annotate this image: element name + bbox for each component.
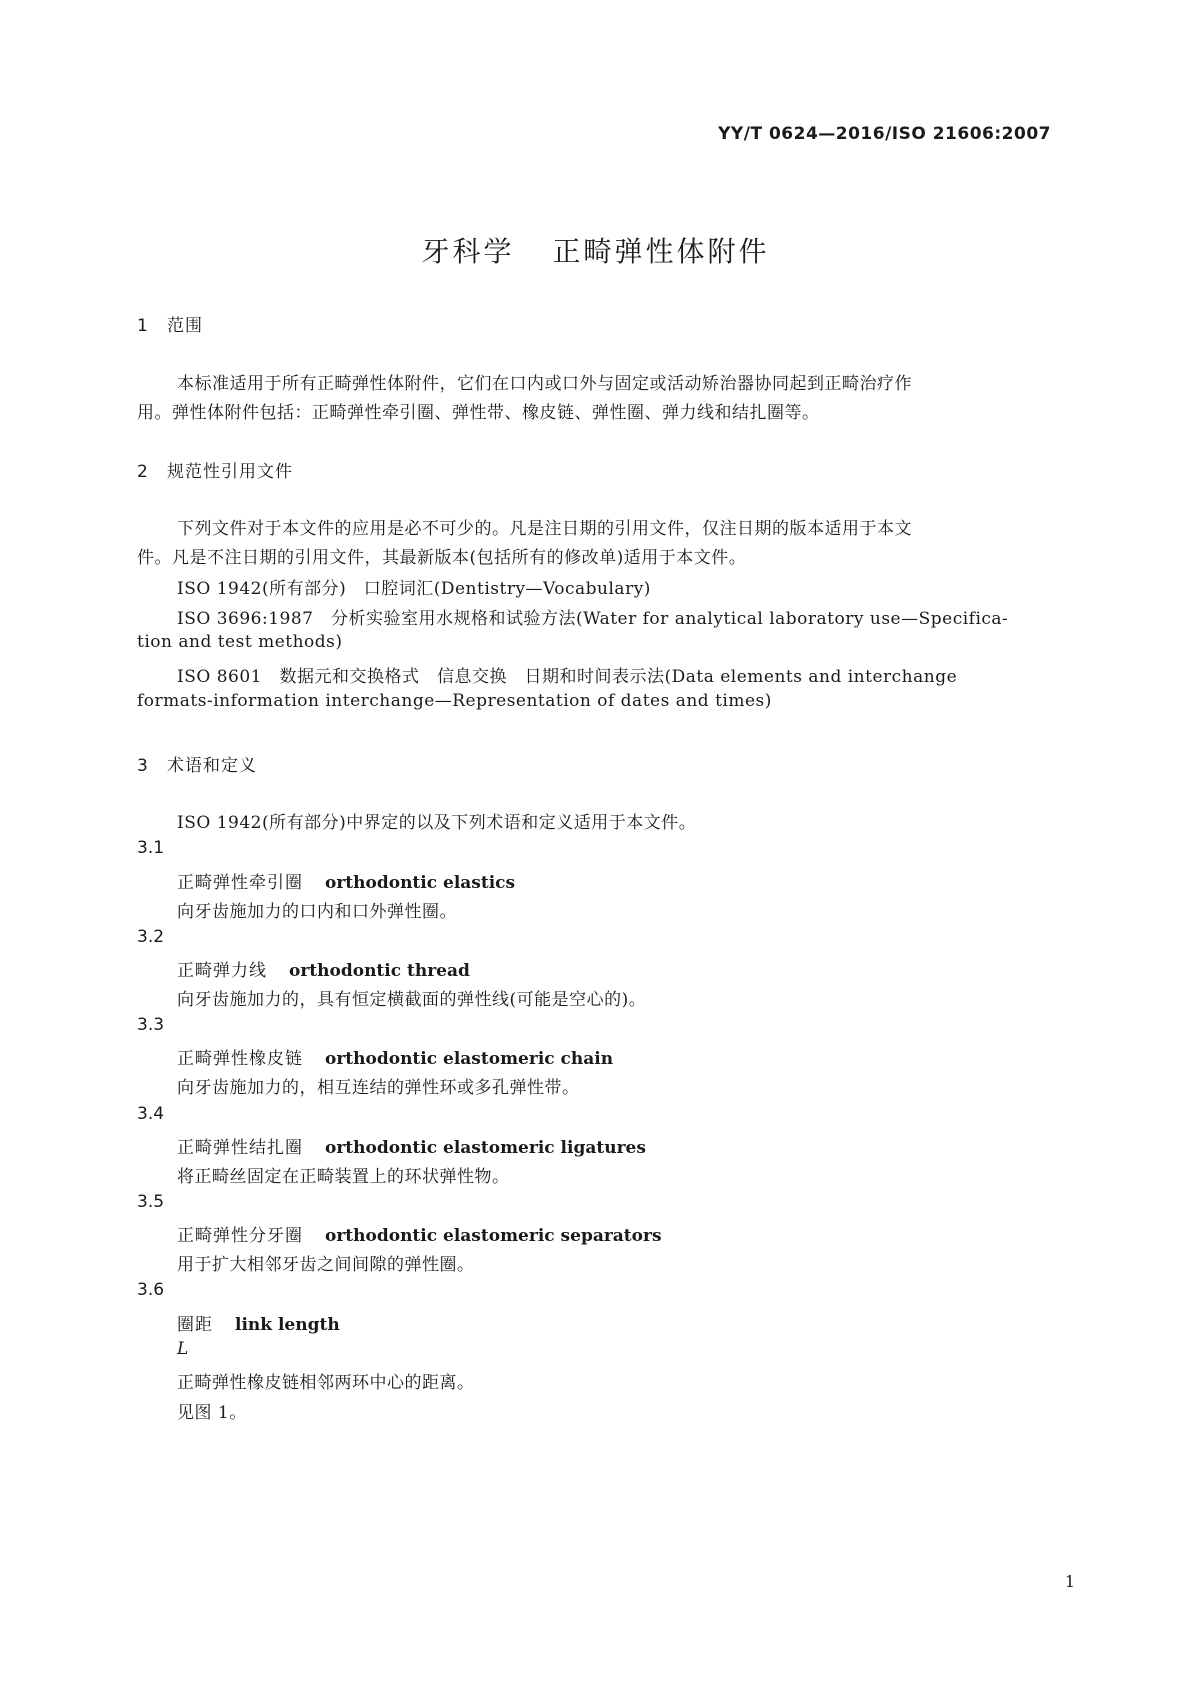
normative-intro-line2: 件。凡是不注日期的引用文件，其最新版本(包括所有的修改单)适用于本文件。 xyxy=(137,548,747,568)
term-entry xyxy=(177,1044,613,1069)
reference-iso1942: ISO 1942(所有部分) 口腔词汇(Dentistry—Vocabulary) xyxy=(177,579,651,599)
term-note: 见图 1。 xyxy=(177,1403,247,1423)
standard-code: YY/T 0624—2016/ISO 21606:2007 xyxy=(718,124,1051,144)
section-title: 规范性引用文件 xyxy=(167,462,293,482)
reference-iso8601-line1: ISO 8601 数据元和交换格式 信息交换 日期和时间表示法(Data elements and interchange xyxy=(177,667,958,687)
terms-intro: ISO 1942(所有部分)中界定的以及下列术语和定义适用于本文件。 xyxy=(177,813,697,833)
page-number: 1 xyxy=(1064,1572,1075,1591)
reference-iso3696-line2: tion and test methods) xyxy=(137,632,343,652)
term-definition: 用于扩大相邻牙齿之间间隙的弹性圈。 xyxy=(177,1255,475,1275)
scope-text-line2: 用。弹性体附件包括：正畸弹性牵引圈、弹性带、橡皮链、弹性圈、弹力线和结扎圈等。 xyxy=(137,403,820,423)
term-number: 3.5 xyxy=(137,1192,165,1212)
term-zh: 正畸弹性分牙圈 xyxy=(177,1226,303,1246)
term-en: orthodontic elastomeric separators xyxy=(325,1226,662,1246)
normative-intro-line1: 下列文件对于本文件的应用是必不可少的。凡是注日期的引用文件，仅注日期的版本适用于本文 xyxy=(177,519,912,539)
term-definition: 正畸弹性橡皮链相邻两环中心的距离。 xyxy=(177,1373,475,1393)
term-number: 3.1 xyxy=(137,838,165,858)
term-entry xyxy=(177,868,515,893)
section-number: 1 xyxy=(137,316,149,336)
term-zh: 正畸弹性橡皮链 xyxy=(177,1049,303,1069)
term-zh: 正畸弹性结扎圈 xyxy=(177,1138,303,1158)
term-en: orthodontic elastomeric ligatures xyxy=(325,1138,646,1158)
term-zh: 正畸弹力线 xyxy=(177,961,267,981)
term-number: 3.3 xyxy=(137,1015,165,1035)
term-symbol: L xyxy=(177,1339,189,1359)
term-en: link length xyxy=(235,1315,340,1335)
term-number: 3.6 xyxy=(137,1280,165,1300)
section-title: 范围 xyxy=(167,316,203,336)
term-number: 3.4 xyxy=(137,1104,165,1124)
term-entry xyxy=(177,1221,662,1246)
term-entry xyxy=(177,956,470,981)
term-entry xyxy=(177,1310,340,1335)
term-entry xyxy=(177,1133,646,1158)
section-terms-heading xyxy=(137,751,257,776)
term-en: orthodontic elastics xyxy=(325,873,516,893)
reference-iso8601-line2: formats-information interchange—Representation of dates and times) xyxy=(137,691,772,711)
term-definition: 向牙齿施加力的口内和口外弹性圈。 xyxy=(177,902,457,922)
title-part1: 牙科学 xyxy=(421,235,515,268)
term-en: orthodontic thread xyxy=(289,961,470,981)
scope-text-line1: 本标准适用于所有正畸弹性体附件，它们在口内或口外与固定或活动矫治器协同起到正畸治疗作 xyxy=(177,374,912,394)
term-number: 3.2 xyxy=(137,927,165,947)
section-title: 术语和定义 xyxy=(167,756,257,776)
term-definition: 向牙齿施加力的，具有恒定横截面的弹性线(可能是空心的)。 xyxy=(177,990,647,1010)
section-number: 2 xyxy=(137,462,149,482)
section-normative-heading xyxy=(137,457,293,482)
title-part2: 正畸弹性体附件 xyxy=(552,235,770,268)
term-zh: 圈距 xyxy=(177,1315,213,1335)
term-en: orthodontic elastomeric chain xyxy=(325,1049,614,1069)
document-title xyxy=(0,230,1191,270)
reference-iso3696-line1: ISO 3696:1987 分析实验室用水规格和试验方法(Water for analytical laboratory use—Specifica- xyxy=(177,609,1009,629)
term-definition: 将正畸丝固定在正畸装置上的环状弹性物。 xyxy=(177,1167,510,1187)
term-definition: 向牙齿施加力的，相互连结的弹性环或多孔弹性带。 xyxy=(177,1078,580,1098)
section-number: 3 xyxy=(137,756,149,776)
term-zh: 正畸弹性牵引圈 xyxy=(177,873,303,893)
section-scope-heading xyxy=(137,311,203,336)
